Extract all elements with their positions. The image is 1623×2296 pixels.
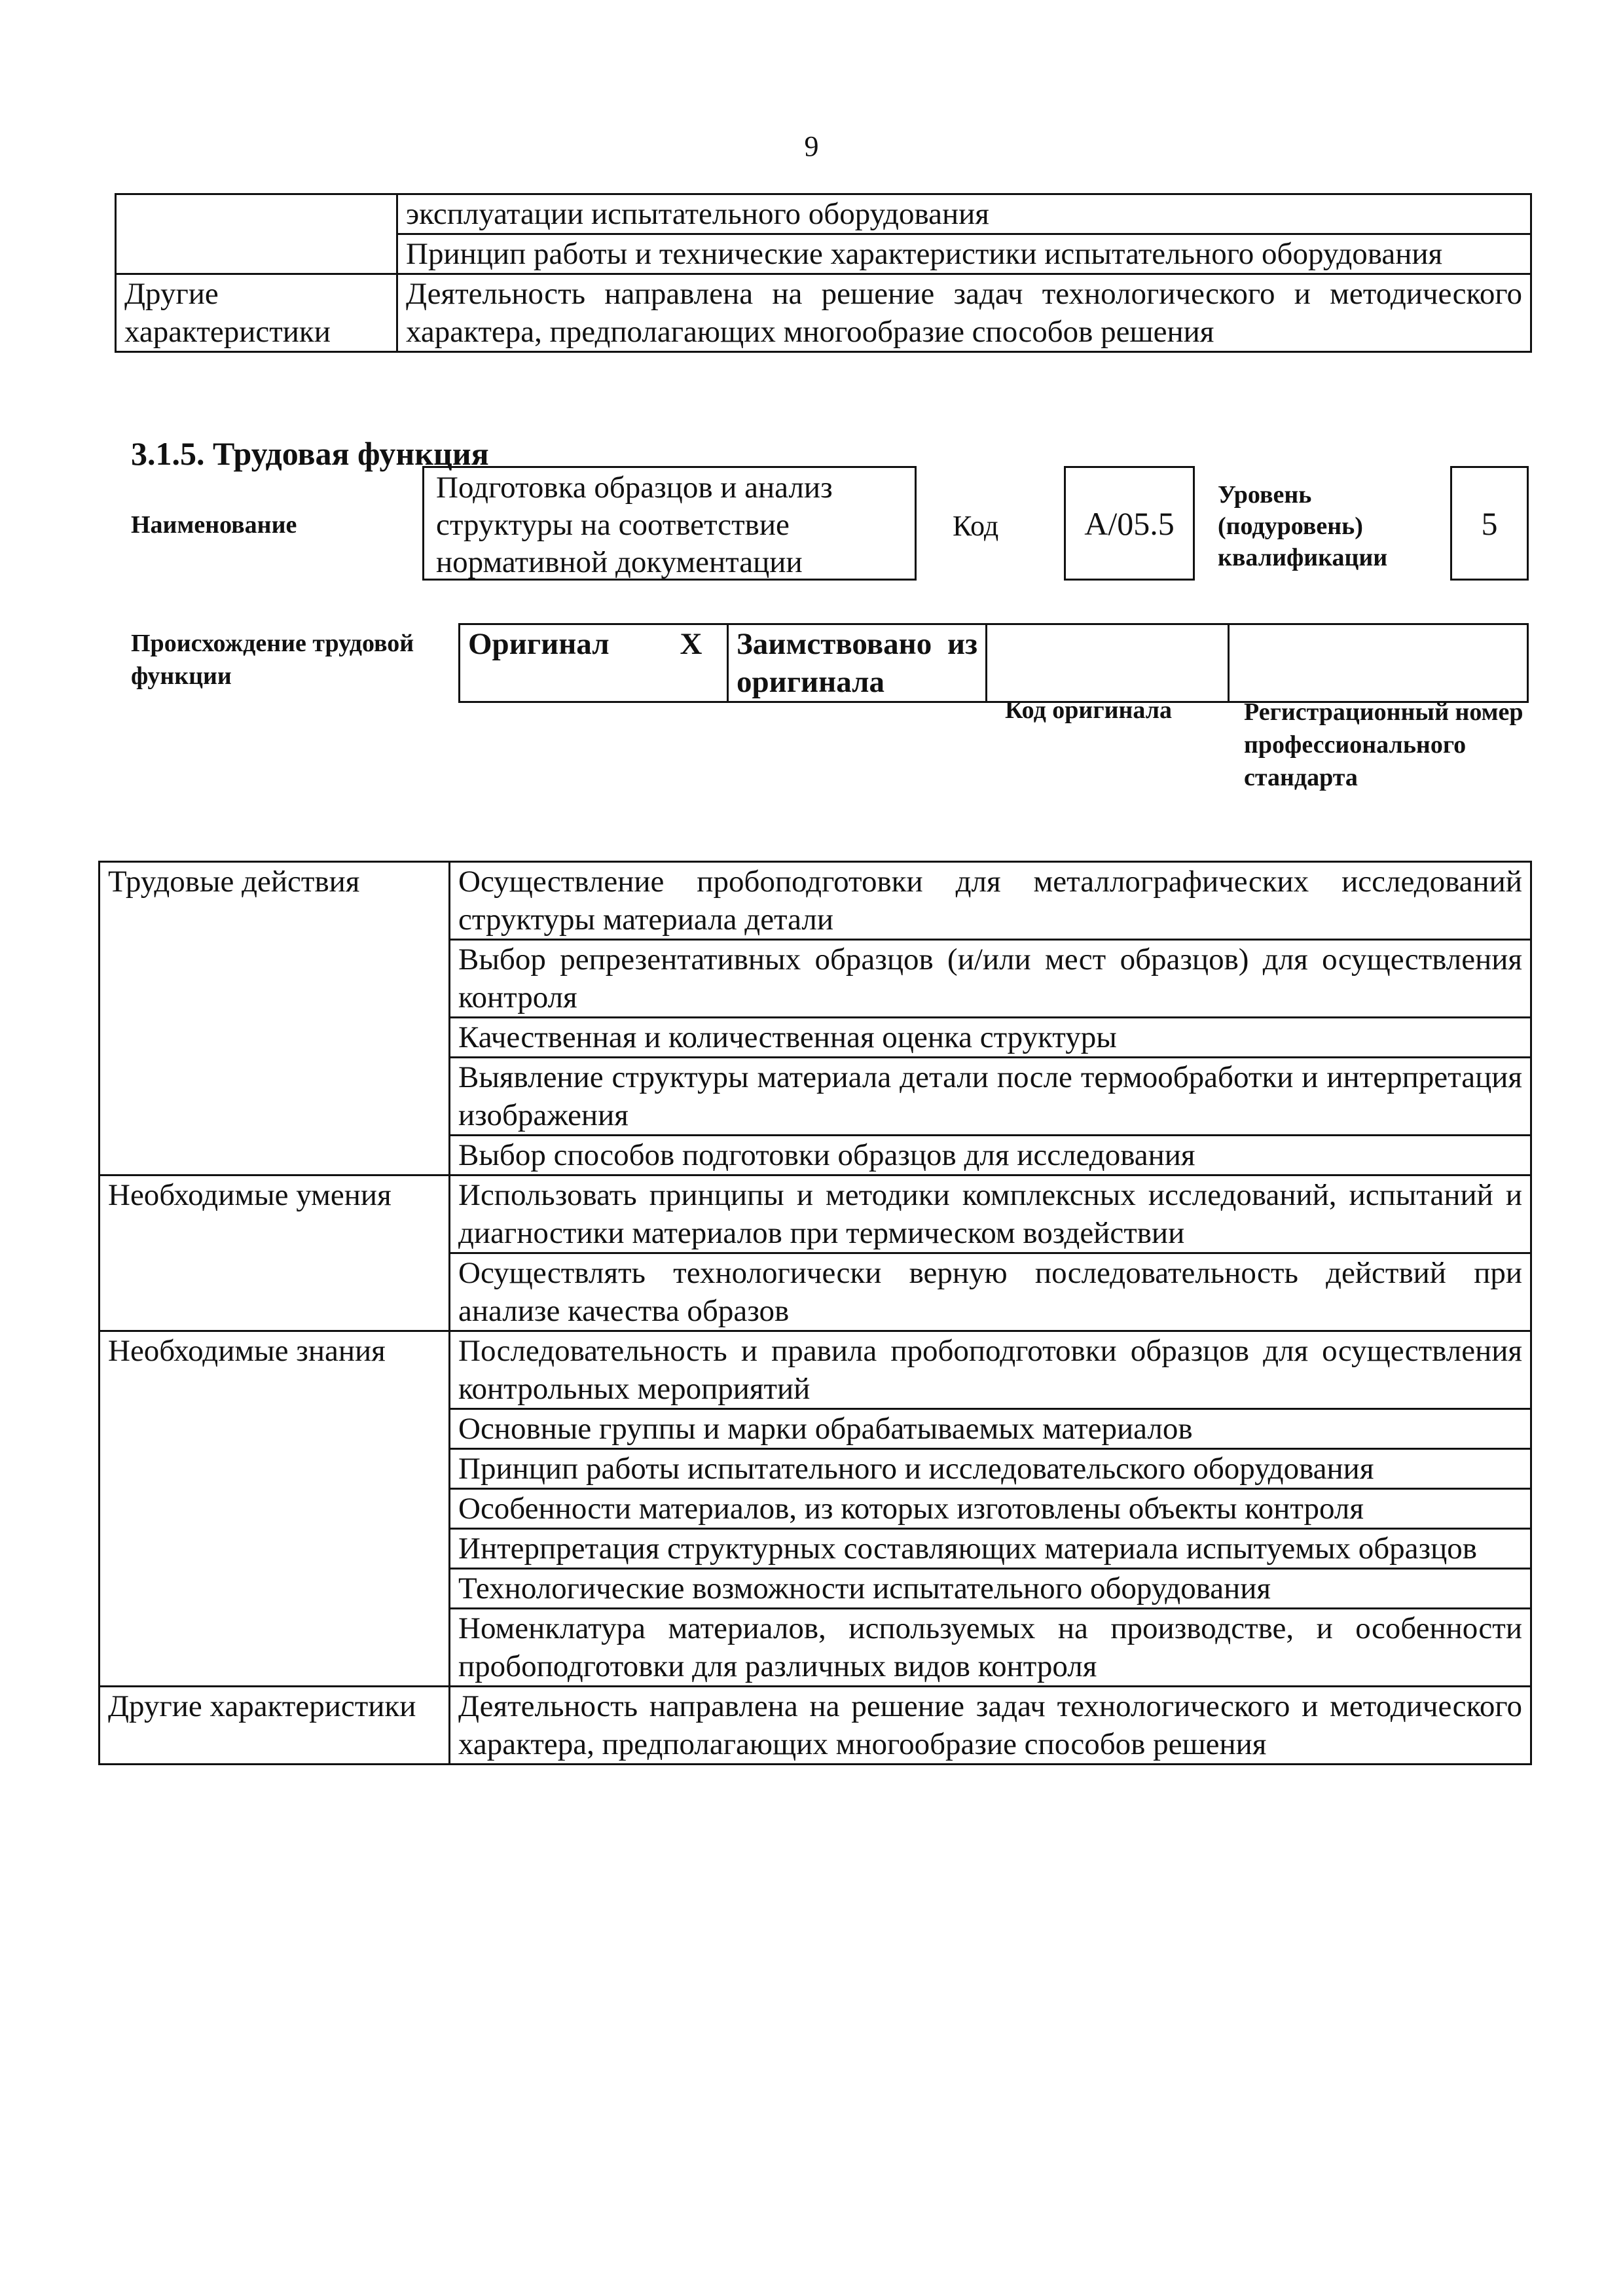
item-text: Особенности материалов, из которых изготовлены объекты контроля — [450, 1489, 1531, 1529]
continuation-table — [115, 193, 1532, 353]
group-label: Необходимые умения — [100, 1175, 450, 1331]
table-row — [116, 194, 1531, 234]
group-label: Другие характеристики — [100, 1687, 450, 1765]
item-text: Качественная и количественная оценка структуры — [450, 1018, 1531, 1058]
row-label — [116, 194, 397, 274]
table-row — [100, 1331, 1531, 1409]
origin-table — [458, 623, 1529, 703]
table-row — [100, 1687, 1531, 1765]
row-text: Принцип работы и технические характеристики испытательного оборудования — [397, 234, 1531, 274]
table-row — [116, 274, 1531, 352]
original-label: Оригинал — [460, 624, 672, 702]
origin-label: Происхождение трудовой функции — [131, 630, 414, 690]
item-text: Последовательность и правила пробоподготовки образцов для осуществления контрольных мероприятий — [450, 1331, 1531, 1409]
level-label: Уровень (подуровень) квалификации — [1218, 481, 1388, 571]
item-text: Осуществление пробоподготовки для металлографических исследований структуры материала детали — [450, 862, 1531, 940]
item-text: Выбор способов подготовки образцов для исследования — [450, 1136, 1531, 1175]
borrowed-label: Заимствовано из оригинала — [728, 624, 987, 702]
table-row — [100, 862, 1531, 940]
table-row — [460, 624, 1528, 702]
item-text: Использовать принципы и методики комплексных исследований, испытаний и диагностики материалов при термическом воздействии — [450, 1175, 1531, 1253]
level-box — [1450, 466, 1529, 581]
function-table — [98, 861, 1532, 1765]
item-text: Номенклатура материалов, используемых на производстве, и особенности пробоподготовки для различных видов контроля — [450, 1609, 1531, 1687]
name-label: Наименование — [131, 511, 297, 539]
level-value: 5 — [1481, 505, 1498, 542]
row-text: эксплуатации испытательного оборудования — [397, 194, 1531, 234]
reg-number-cell — [1229, 624, 1528, 702]
reg-number-caption: Регистрационный номер профессионального стандарта — [1244, 698, 1523, 791]
code-value: А/05.5 — [1084, 505, 1175, 542]
item-text: Принцип работы испытательного и исследовательского оборудования — [450, 1449, 1531, 1489]
function-name-box: Подготовка образцов и анализ структуры на соответствие нормативной документации — [422, 466, 917, 581]
section-title: 3.1.5. Трудовая функция — [131, 435, 489, 472]
item-text: Основные группы и марки обрабатываемых материалов — [450, 1409, 1531, 1449]
group-label: Трудовые действия — [100, 862, 450, 1175]
item-text: Выявление структуры материала детали после термообработки и интерпретация изображения — [450, 1058, 1531, 1136]
group-label: Необходимые знания — [100, 1331, 450, 1687]
original-code-caption: Код оригинала — [1005, 696, 1173, 724]
code-label: Код — [953, 510, 999, 542]
item-text: Осуществлять технологически верную последовательность действий при анализе качества образов — [450, 1253, 1531, 1331]
table-row — [100, 1175, 1531, 1253]
item-text: Выбор репрезентативных образцов (и/или мест образцов) для осуществления контроля — [450, 940, 1531, 1018]
item-text: Интерпретация структурных составляющих материала испытуемых образцов — [450, 1529, 1531, 1569]
original-code-cell — [987, 624, 1229, 702]
original-mark: X — [672, 624, 728, 702]
row-label: Другие характеристики — [116, 274, 397, 352]
item-text: Деятельность направлена на решение задач технологического и методического характера, предполагающих многообразие способов решения — [450, 1687, 1531, 1765]
row-text: Деятельность направлена на решение задач технологического и методического характера, предполагающих многообразие способов решения — [397, 274, 1531, 352]
item-text: Технологические возможности испытательного оборудования — [450, 1569, 1531, 1609]
page-number: 9 — [804, 130, 819, 162]
code-box — [1064, 466, 1195, 581]
